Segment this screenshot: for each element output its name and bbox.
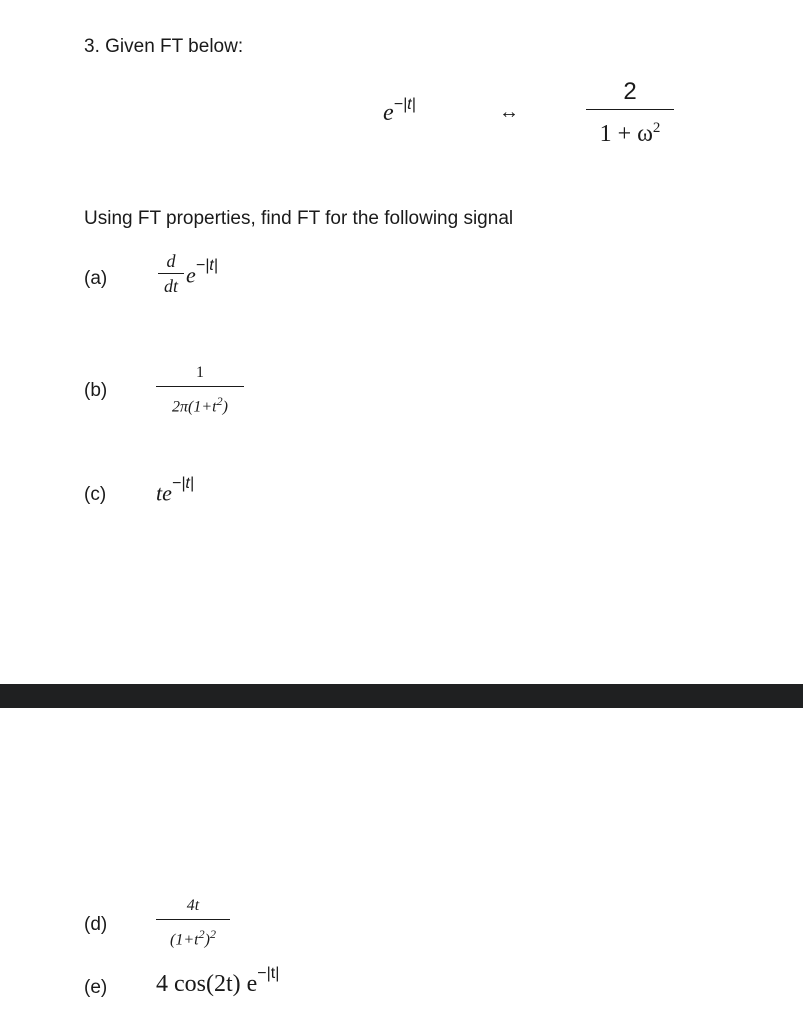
part-e-label: (e): [84, 977, 108, 998]
page-divider-band: [0, 684, 803, 708]
part-e-exponent: −|t|: [257, 965, 280, 982]
part-c-exponent: −|t|: [171, 475, 194, 492]
part-a-label: (a): [84, 268, 108, 289]
part-d-expression: [156, 896, 230, 951]
part-b-label: (b): [84, 380, 108, 401]
part-a-expression: [158, 251, 218, 297]
part-b-numerator: 1: [196, 364, 204, 381]
fraction-bar: [156, 386, 244, 387]
given-transform-denominator: $1 + \omega^2$: [599, 120, 661, 147]
derivative-denominator: dt: [163, 276, 178, 296]
part-a-exponent: −|t|: [195, 257, 218, 274]
fraction-bar: [158, 273, 184, 274]
part-c-label: (c): [84, 484, 107, 505]
given-signal: [383, 98, 416, 127]
given-transform-numerator: 2: [623, 78, 637, 105]
part-c-base: te: [156, 480, 172, 506]
problem-instruction: Using FT properties, find FT for the following signal: [84, 208, 514, 229]
part-b-denominator: $2\pi(1+t^2)$: [172, 394, 228, 416]
problem-title: 3. Given FT below:: [84, 36, 244, 57]
derivative-operator: [158, 251, 184, 296]
derivative-numerator: d: [166, 251, 176, 271]
part-d-denominator: $(1+t^2)^2$: [170, 927, 216, 949]
part-a-base: e: [186, 262, 196, 288]
part-d-label: (d): [84, 914, 108, 935]
part-e-expression: [156, 965, 280, 998]
part-e-coefficient: 4 cos(2t) e: [156, 971, 258, 997]
given-signal-base: e: [383, 100, 394, 126]
fraction-bar: [156, 919, 230, 920]
part-d-numerator: 4t: [186, 897, 200, 914]
given-signal-exponent: −|t|: [393, 96, 416, 113]
ft-pair-arrow: ↔: [499, 101, 519, 123]
part-c-expression: [156, 475, 194, 506]
part-b-expression: [156, 363, 244, 418]
given-transform: [586, 78, 674, 149]
fraction-bar: [586, 109, 674, 110]
